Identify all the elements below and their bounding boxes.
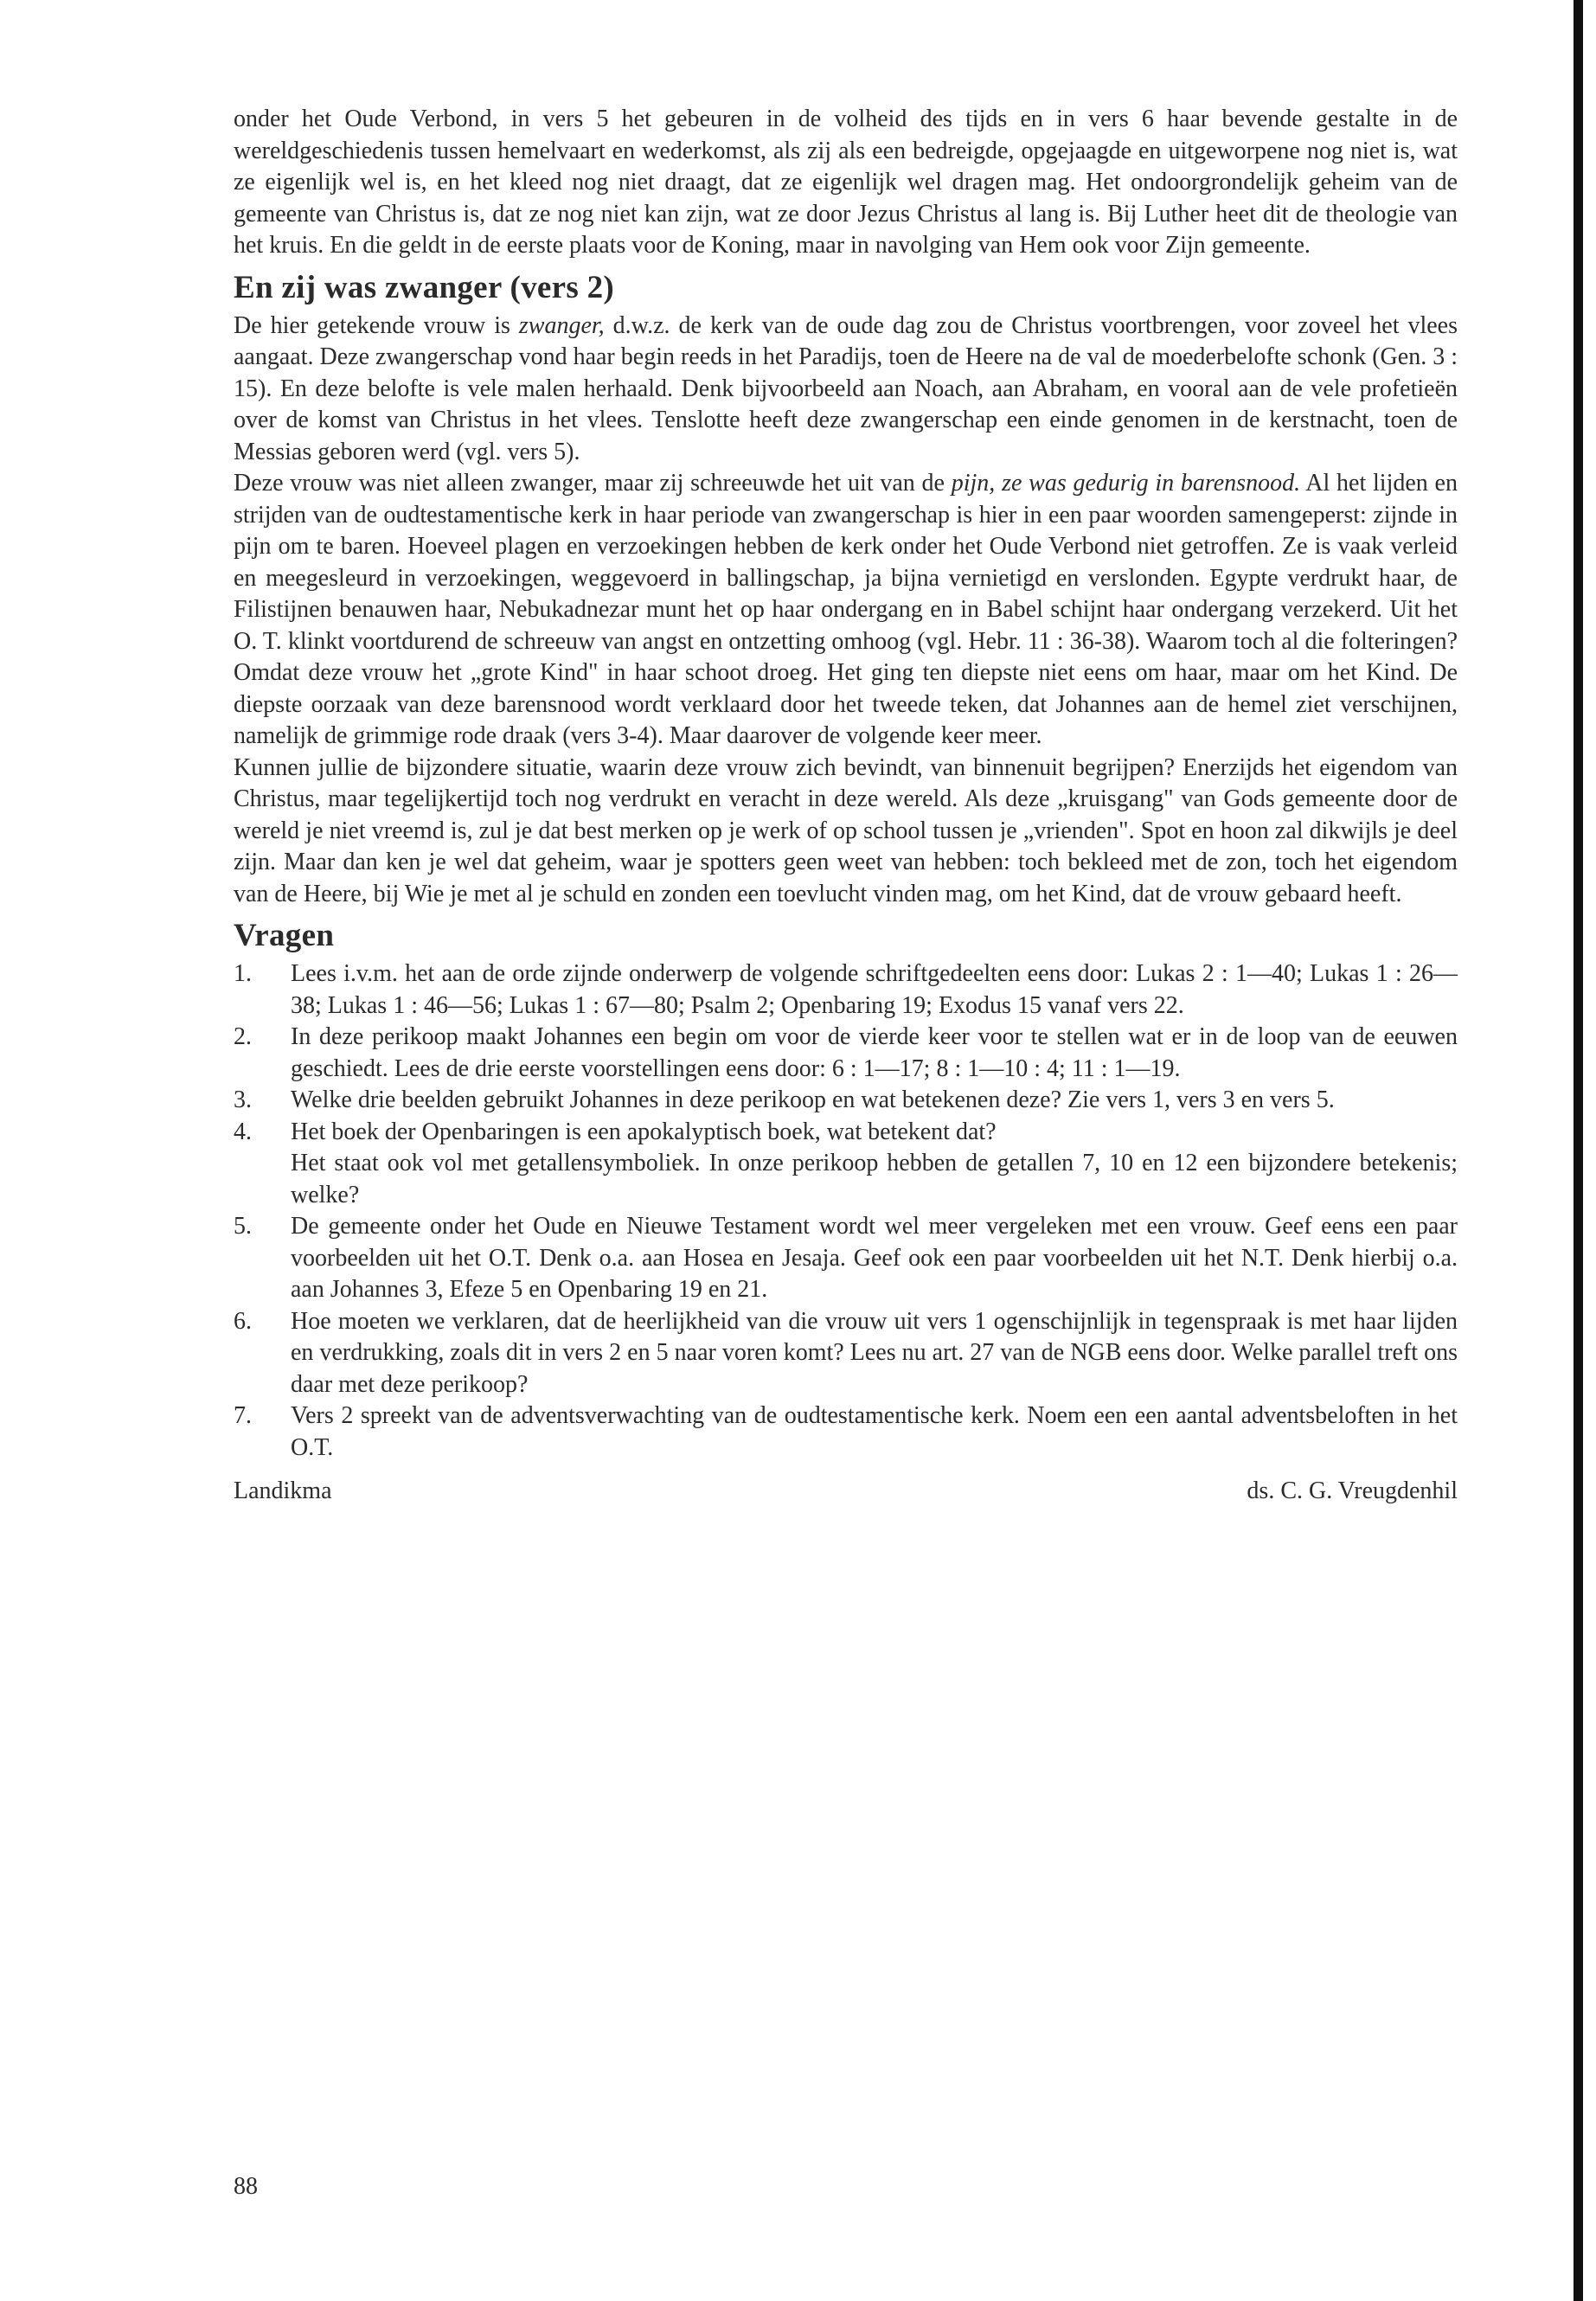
intro-paragraph: onder het Oude Verbond, in vers 5 het gebeuren in de volheid des tijds en in vers 6 haar bevende gestalte in de wereldgeschiedenis tussen hemelvaart en wederkomst, als zij als een bedreigde, opgejaagde en uitgeworpene nog niet is, wat ze eigenlijk wel is, en het kleed nog niet draagt, dat ze eigenlijk wel dragen mag. Het ondoorgrondelijk geheim van de gemeente van Christus is, dat ze nog niet kan zijn, wat ze door Jezus Christus al lang is. Bij Luther heet dit de theologie van het kruis. En die geldt in de eerste plaats voor de Koning, maar in navolging van Hem ook voor Zijn gemeente. xyxy=(234,106,1458,259)
signature-author: ds. C. G. Vreugdenhil xyxy=(1247,1477,1458,1504)
signature-place: Landikma xyxy=(234,1477,332,1504)
question-number: 3. xyxy=(234,1086,252,1113)
question-text: Lees i.v.m. het aan de orde zijnde onderwerp de volgende schriftgedeelten eens door: Lukas 2 : 1—40; Lukas 1 : 26—38; Lukas 1 : 46—56; Lukas 1 : 67—80; Psalm 2; Openbaring 19; Exodus 15 vanaf vers 22. xyxy=(291,960,1458,1019)
question-text-block xyxy=(291,1117,1458,1212)
question-item xyxy=(234,1117,1458,1212)
question-text: Het boek der Openbaringen is een apokalyptisch boek, wat betekent dat? xyxy=(291,1118,997,1145)
question-text-continued: Het staat ook vol met getallensymboliek. In onze perikoop hebben de getallen 7, 10 en 12 een bijzondere betekenis; welke? xyxy=(291,1150,1458,1208)
signature-line xyxy=(234,1476,1458,1508)
page-body xyxy=(234,104,1458,1508)
p2-emphasis: pijn, ze was gedurig in barensnood. xyxy=(951,470,1301,497)
question-item xyxy=(234,1085,1458,1117)
question-number: 7. xyxy=(234,1402,252,1429)
p2-text-after: Al het lijden en strijden van de oudtestamentische kerk in haar periode van zwangerschap is hier in een paar woorden samengeperst: zijnde in pijn om te baren. Hoeveel plagen en verzoekingen hebben de kerk onder het Oude Verbond niet getroffen. Ze is vaak verleid en meegesleurd in verzoekingen, weggevoerd in ballingschap, ja bijna vernietigd en verslonden. Egypte verdrukt haar, de Filistijnen benauwen haar, Nebukadnezar munt het op haar ondergang en in Babel schijnt haar ondergang verzekerd. Uit het O. T. klinkt voortdurend de schreeuw van angst en ontzetting omhoog (vgl. Hebr. 11 : 36-38). Waarom toch al die folteringen? Omdat deze vrouw het „grote Kind" in haar schoot droeg. Het ging ten diepste niet eens om haar, maar om het Kind. De diepste oorzaak van deze barensnood wordt verklaard door het tweede teken, dat Johannes aan de hemel ziet verschijnen, namelijk de grimmige rode draak (vers 3-4). Maar daarover de volgende keer meer. xyxy=(234,470,1458,749)
question-number: 2. xyxy=(234,1023,252,1050)
section-paragraph-3: Kunnen jullie de bijzondere situatie, waarin deze vrouw zich bevindt, van binnenuit begrijpen? Enerzijds het eigendom van Christus, maar tegelijkertijd toch nog verdrukt en veracht in deze wereld. Als deze „kruisgang" van Gods gemeente door de wereld je niet vreemd is, zul je dat best merken op je werk of op school tussen je „vrienden". Spot en hoon zal dikwijls je deel zijn. Maar dan ken je wel dat geheim, waar je spotters geen weet van hebben: toch bekleed met de zon, toch het eigendom van de Heere, bij Wie je met al je schuld en zonden een toevlucht vinden mag, om het Kind, dat de vrouw gebaard heeft. xyxy=(234,753,1458,907)
page-number: 88 xyxy=(234,2173,258,2200)
question-text: In deze perikoop maakt Johannes een begin om voor de vierde keer voor te stellen wat er in de loop van de eeuwen geschiedt. Lees de drie eerste voorstellingen eens door: 6 : 1—17; 8 : 1—10 : 4; 11 : 1—19. xyxy=(291,1023,1458,1082)
p1-text-after: d.w.z. de kerk van de oude dag zou de Christus voortbrengen, voor zoveel het vlees aangaat. Deze zwangerschap vond haar begin reeds in het Paradijs, toen de Heere na de val de moederbelofte schonk (Gen. 3 : 15). En deze belofte is vele malen herhaald. Denk bijvoorbeeld aan Noach, aan Abraham, en vooral aan de vele profetieën over de komst van Christus in het vlees. Tenslotte heeft deze zwangerschap een einde genomen in de kerstnacht, toen de Messias geboren werd (vgl. vers 5). xyxy=(234,311,1458,465)
question-item xyxy=(234,1211,1458,1306)
p1-text-before: De hier getekende vrouw is xyxy=(234,311,519,339)
question-item xyxy=(234,958,1458,1022)
scan-border xyxy=(1574,0,1583,2301)
question-text: Hoe moeten we verklaren, dat de heerlijkheid van die vrouw uit vers 1 ogenschijnlijk in tegenspraak is met haar lijden en verdrukking, zoals dit in vers 2 en 5 naar voren komt? Lees nu art. 27 van de NGB eens door. Welke parallel treft ons daar met deze perikoop? xyxy=(291,1307,1458,1398)
section-heading: En zij was zwanger (vers 2) xyxy=(234,269,615,305)
question-item xyxy=(234,1306,1458,1401)
questions-heading: Vragen xyxy=(234,918,335,953)
question-number: 1. xyxy=(234,960,252,987)
section-paragraph-2 xyxy=(234,468,1458,753)
question-text: Welke drie beelden gebruikt Johannes in deze perikoop en wat betekenen deze? Zie vers 1, vers 3 en vers 5. xyxy=(291,1086,1335,1113)
question-text: De gemeente onder het Oude en Nieuwe Testament wordt wel meer vergeleken met een vrouw. Geef eens een paar voorbeelden uit het O.T. Denk o.a. aan Hosea en Jesaja. Geef ook een paar voorbeelden uit het N.T. Denk hierbij o.a. aan Johannes 3, Efeze 5 en Openbaring 19 en 21. xyxy=(291,1213,1458,1303)
question-number: 5. xyxy=(234,1213,252,1240)
question-number: 6. xyxy=(234,1307,252,1335)
section-paragraph-1 xyxy=(234,311,1458,469)
question-item xyxy=(234,1400,1458,1464)
question-number: 4. xyxy=(234,1118,252,1145)
question-item xyxy=(234,1022,1458,1085)
question-text: Vers 2 spreekt van de adventsverwachting van de oudtestamentische kerk. Noem een een aantal adventsbeloften in het O.T. xyxy=(291,1402,1458,1461)
questions-list xyxy=(234,958,1458,1464)
p2-text-before: Deze vrouw was niet alleen zwanger, maar zij schreeuwde het uit van de xyxy=(234,470,952,497)
p1-emphasis: zwanger, xyxy=(518,311,605,339)
